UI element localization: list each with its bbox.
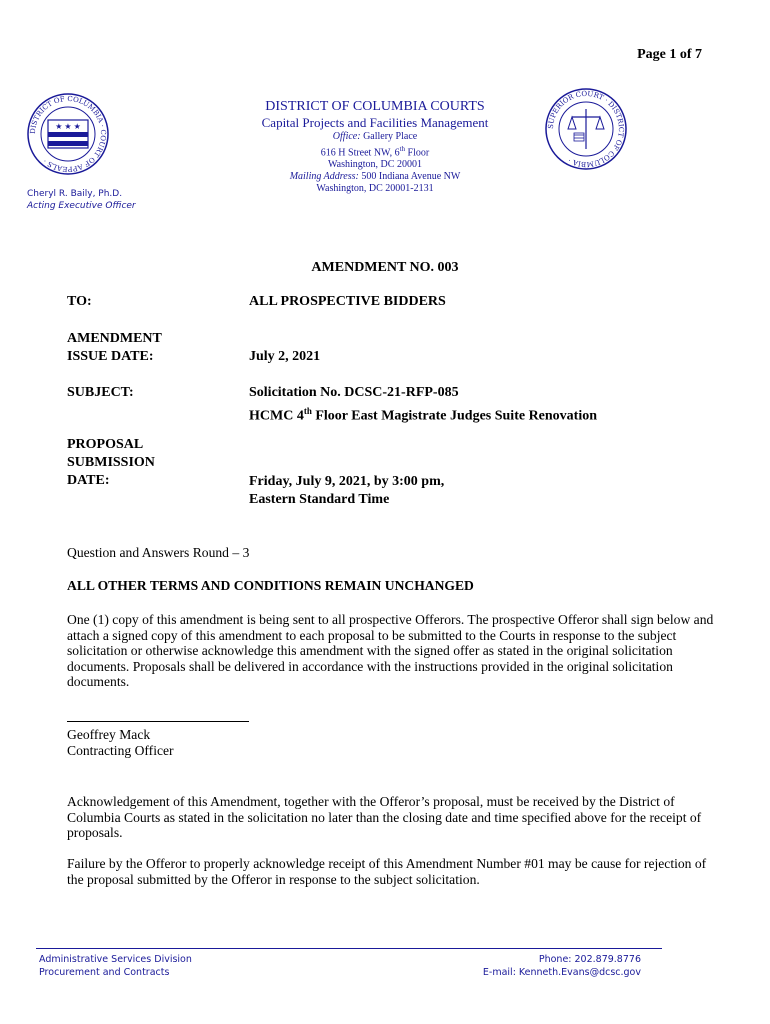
officer-title: Acting Executive Officer <box>27 201 136 211</box>
footer-divider <box>36 948 662 949</box>
svg-text:★ ★ ★: ★ ★ ★ <box>55 122 81 131</box>
footer-email: E-mail: Kenneth.Evans@dcsc.gov <box>482 967 641 978</box>
footer-division: Administrative Services Division Procurement and Contracts <box>39 954 192 978</box>
issue-date-label: AMENDMENT ISSUE DATE: <box>67 331 162 364</box>
signer-name: Geoffrey Mack <box>67 727 151 742</box>
dept-name: Capital Projects and Facilities Management <box>261 115 489 130</box>
org-name: DISTRICT OF COLUMBIA COURTS <box>265 99 485 114</box>
to-value: ALL PROSPECTIVE BIDDERS <box>249 294 446 309</box>
office-label: Office: <box>332 131 361 142</box>
footer-phone: Phone: 202.879.8776 <box>538 954 641 965</box>
office-value: Gallery Place <box>363 131 418 142</box>
signer-title: Contracting Officer <box>67 742 174 758</box>
subject-value <box>249 384 597 426</box>
city-address: Washington, DC 20001 <box>328 159 422 171</box>
footer-contact <box>483 953 641 979</box>
issue-date-value: July 2, 2021 <box>249 349 321 364</box>
mailing-address <box>240 171 510 183</box>
amendment-title: AMENDMENT NO. 003 <box>311 260 459 275</box>
failure-paragraph: Failure by the Offeror to properly acknowledge receipt of this Amendment Number #01 may be cause for rejection of the proposal submitted by the Offeror in response to the subject solicitation. <box>67 856 707 887</box>
to-label: TO: <box>67 294 92 309</box>
page-number: Page 1 of 7 <box>637 47 702 62</box>
proposal-date-value: Friday, July 9, 2021, by 3:00 pm, Eastern Standard Time <box>249 474 445 507</box>
svg-text:SUPERIOR COURT · DISTRICT OF C: SUPERIOR COURT · DISTRICT OF COLUMBIA · <box>546 89 626 169</box>
svg-text:DISTRICT OF COLUMBIA · COURT O: DISTRICT OF COLUMBIA · COURT OF APPEALS · <box>28 94 108 174</box>
street-address: 616 H Street NW, 6th Floor <box>320 145 430 159</box>
acknowledgement-paragraph: Acknowledgement of this Amendment, together with the Offeror’s proposal, must be received by the District of Columbia Courts as stated in the solicitation no later than the closing date and time specified above for the receipt of proposals. <box>67 794 702 840</box>
court-letterhead <box>240 99 510 195</box>
dc-court-of-appeals-seal <box>26 92 110 176</box>
superior-court-seal <box>544 87 628 171</box>
mailing-city: Washington, DC 20001-2131 <box>316 183 434 195</box>
mailing-label: Mailing Address: <box>289 171 359 183</box>
office-address <box>240 131 510 143</box>
mailing-value: 500 Indiana Avenue NW <box>361 171 461 183</box>
proposal-date-label: PROPOSAL SUBMISSION DATE: <box>67 437 155 488</box>
executive-officer <box>27 188 136 212</box>
project-name: HCMC 4th Floor East Magistrate Judges Suite Renovation <box>249 406 598 424</box>
qa-round: Question and Answers Round – 3 <box>67 545 250 560</box>
instructions-paragraph: One (1) copy of this amendment is being sent to all prospective Offerors. The prospective Offeror shall sign below and attach a signed copy of this amendment to each proposal to be submitted to the Courts in response to the subject solicitation or otherwise acknowledge this amendment with the signed offer as stated in the original solicitation documents. Proposals shall be delivered in accordance with the instructions provided in the original solicitation documents. <box>67 612 714 689</box>
subject-label: SUBJECT: <box>67 385 134 400</box>
signature-line <box>67 721 249 722</box>
officer-name: Cheryl R. Baily, Ph.D. <box>27 189 123 199</box>
solicitation-number: Solicitation No. DCSC-21-RFP-085 <box>249 385 459 400</box>
terms-statement: ALL OTHER TERMS AND CONDITIONS REMAIN UNCHANGED <box>67 578 474 593</box>
signer-block <box>67 727 717 758</box>
